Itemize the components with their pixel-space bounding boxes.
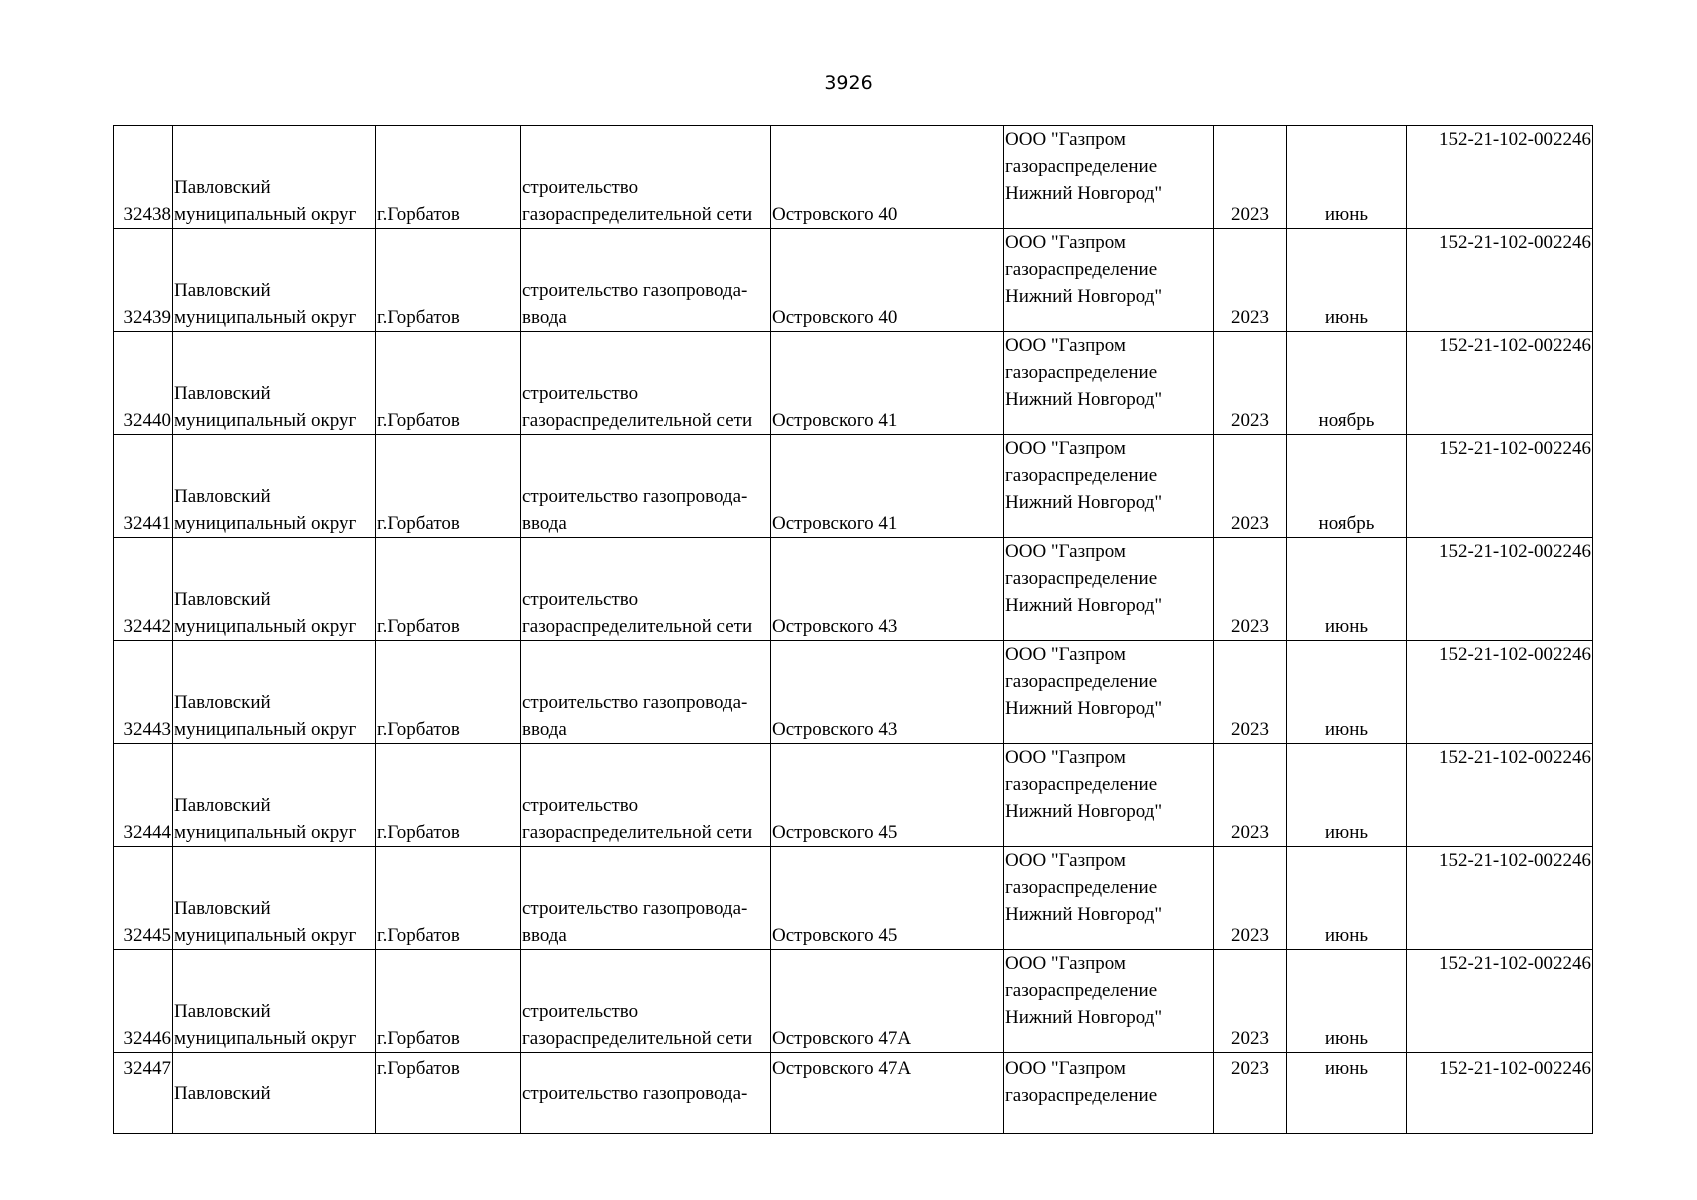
cell-work [521, 332, 771, 435]
cell-org-line: газораспределение [1005, 671, 1158, 692]
cell-muni-line: муниципальный округ [174, 925, 357, 946]
cell-year: 2023 [1214, 435, 1287, 538]
cell-work-line: строительство [522, 177, 639, 198]
cell-org-line: газораспределение [1005, 362, 1158, 383]
cell-num: 32438 [114, 126, 173, 229]
cell-num: 32444 [114, 744, 173, 847]
cell-town: г.Горбатов [376, 435, 521, 538]
cell-month: ноябрь [1287, 435, 1407, 538]
cell-muni-line: муниципальный округ [174, 513, 357, 534]
cell-work-line: газораспределительной сети [522, 204, 753, 225]
cell-month: июнь [1287, 229, 1407, 332]
cell-org [1004, 1053, 1214, 1134]
cell-month: июнь [1287, 1053, 1407, 1134]
cell-town: г.Горбатов [376, 641, 521, 744]
cell-month: июнь [1287, 641, 1407, 744]
cell-code: 152-21-102-002246 [1407, 744, 1593, 847]
cell-street: Островского 41 [771, 435, 1004, 538]
cell-muni-line: муниципальный округ [174, 1028, 357, 1049]
cell-org-line: Нижний Новгород" [1005, 286, 1163, 307]
cell-num: 32443 [114, 641, 173, 744]
cell-org-line: Нижний Новгород" [1005, 492, 1163, 513]
cell-town: г.Горбатов [376, 1053, 521, 1134]
cell-num: 32447 [114, 1053, 173, 1134]
cell-work [521, 847, 771, 950]
cell-muni-line: Павловский [174, 280, 271, 301]
cell-work [521, 126, 771, 229]
cell-town: г.Горбатов [376, 126, 521, 229]
cell-muni [173, 950, 376, 1053]
cell-num: 32440 [114, 332, 173, 435]
table-row [114, 1053, 1593, 1134]
cell-work [521, 641, 771, 744]
cell-year: 2023 [1214, 229, 1287, 332]
cell-org-line: газораспределение [1005, 980, 1158, 1001]
cell-code: 152-21-102-002246 [1407, 126, 1593, 229]
cell-year: 2023 [1214, 847, 1287, 950]
cell-town: г.Горбатов [376, 744, 521, 847]
cell-org-line: ООО "Газпром [1005, 850, 1126, 871]
cell-work-line: строительство газопровода- [522, 692, 748, 713]
table-row [114, 744, 1593, 847]
cell-org [1004, 332, 1214, 435]
cell-muni-line: Павловский [174, 486, 271, 507]
cell-street: Островского 45 [771, 744, 1004, 847]
cell-org-line: Нижний Новгород" [1005, 389, 1163, 410]
cell-year: 2023 [1214, 126, 1287, 229]
cell-work-line: строительство [522, 795, 639, 816]
cell-num: 32439 [114, 229, 173, 332]
cell-month: июнь [1287, 126, 1407, 229]
cell-work-line: газораспределительной сети [522, 822, 753, 843]
table-row [114, 435, 1593, 538]
cell-org [1004, 744, 1214, 847]
cell-muni-line: муниципальный округ [174, 307, 357, 328]
cell-org-line: газораспределение [1005, 259, 1158, 280]
cell-work-line: газораспределительной сети [522, 1028, 753, 1049]
cell-month: июнь [1287, 847, 1407, 950]
cell-org-line: газораспределение [1005, 774, 1158, 795]
cell-code: 152-21-102-002246 [1407, 229, 1593, 332]
cell-work [521, 538, 771, 641]
cell-muni-line: муниципальный округ [174, 822, 357, 843]
cell-muni-line: Павловский [174, 589, 271, 610]
cell-work [521, 1053, 771, 1134]
cell-town: г.Горбатов [376, 332, 521, 435]
cell-year: 2023 [1214, 1053, 1287, 1134]
cell-muni-line: Павловский [174, 383, 271, 404]
cell-org-line: ООО "Газпром [1005, 232, 1126, 253]
cell-org-line: Нижний Новгород" [1005, 1007, 1163, 1028]
cell-num: 32446 [114, 950, 173, 1053]
cell-org [1004, 538, 1214, 641]
cell-org [1004, 435, 1214, 538]
cell-org-line: газораспределение [1005, 568, 1158, 589]
cell-org-line: Нижний Новгород" [1005, 595, 1163, 616]
cell-org-line: газораспределение [1005, 465, 1158, 486]
cell-month: июнь [1287, 538, 1407, 641]
cell-muni-line: Павловский [174, 1001, 271, 1022]
cell-org-line: газораспределение [1005, 877, 1158, 898]
cell-muni-line: Павловский [174, 692, 271, 713]
cell-year: 2023 [1214, 950, 1287, 1053]
cell-work-line: строительство [522, 589, 639, 610]
cell-work-line: строительство газопровода- [522, 898, 748, 919]
cell-org-line: газораспределение [1005, 156, 1158, 177]
cell-street: Островского 40 [771, 229, 1004, 332]
cell-year: 2023 [1214, 641, 1287, 744]
cell-town: г.Горбатов [376, 847, 521, 950]
cell-muni [173, 1053, 376, 1134]
cell-work-line: ввода [522, 307, 567, 328]
cell-work [521, 435, 771, 538]
table-row [114, 126, 1593, 229]
cell-code: 152-21-102-002246 [1407, 435, 1593, 538]
cell-code: 152-21-102-002246 [1407, 641, 1593, 744]
cell-town: г.Горбатов [376, 950, 521, 1053]
cell-muni [173, 126, 376, 229]
cell-muni [173, 641, 376, 744]
cell-street: Островского 47А [771, 1053, 1004, 1134]
page-number: 3926 [824, 72, 873, 94]
cell-muni-line: муниципальный округ [174, 204, 357, 225]
cell-work-line: строительство газопровода- [522, 1083, 748, 1104]
cell-street: Островского 47А [771, 950, 1004, 1053]
table-row [114, 229, 1593, 332]
cell-work [521, 229, 771, 332]
table-row [114, 847, 1593, 950]
cell-work-line: строительство газопровода- [522, 486, 748, 507]
cell-org [1004, 847, 1214, 950]
cell-work-line: строительство [522, 1001, 639, 1022]
cell-org-line: Нижний Новгород" [1005, 801, 1163, 822]
cell-num: 32445 [114, 847, 173, 950]
cell-num: 32442 [114, 538, 173, 641]
cell-org [1004, 641, 1214, 744]
cell-code: 152-21-102-002246 [1407, 332, 1593, 435]
registry-table [113, 125, 1593, 1134]
cell-work-line: ввода [522, 513, 567, 534]
cell-muni-line: муниципальный округ [174, 719, 357, 740]
cell-code: 152-21-102-002246 [1407, 847, 1593, 950]
cell-code: 152-21-102-002246 [1407, 1053, 1593, 1134]
cell-org-line: газораспределение [1005, 1085, 1158, 1106]
cell-org [1004, 950, 1214, 1053]
cell-year: 2023 [1214, 538, 1287, 641]
cell-muni-line: муниципальный округ [174, 616, 357, 637]
cell-org-line: ООО "Газпром [1005, 438, 1126, 459]
table-row [114, 332, 1593, 435]
cell-org-line: ООО "Газпром [1005, 644, 1126, 665]
cell-muni [173, 538, 376, 641]
cell-work-line: газораспределительной сети [522, 410, 753, 431]
cell-street: Островского 41 [771, 332, 1004, 435]
cell-muni-line: Павловский [174, 795, 271, 816]
cell-month: ноябрь [1287, 332, 1407, 435]
cell-org-line: ООО "Газпром [1005, 335, 1126, 356]
cell-work-line: строительство [522, 383, 639, 404]
cell-street: Островского 43 [771, 538, 1004, 641]
cell-code: 152-21-102-002246 [1407, 538, 1593, 641]
cell-org-line: ООО "Газпром [1005, 747, 1126, 768]
table-row [114, 538, 1593, 641]
cell-town: г.Горбатов [376, 229, 521, 332]
cell-muni [173, 847, 376, 950]
cell-month: июнь [1287, 950, 1407, 1053]
cell-org [1004, 126, 1214, 229]
table-row [114, 950, 1593, 1053]
table-row [114, 641, 1593, 744]
cell-org-line: Нижний Новгород" [1005, 698, 1163, 719]
cell-street: Островского 45 [771, 847, 1004, 950]
cell-work-line: ввода [522, 925, 567, 946]
cell-year: 2023 [1214, 332, 1287, 435]
cell-muni-line: муниципальный округ [174, 410, 357, 431]
cell-muni [173, 229, 376, 332]
cell-work-line: ввода [522, 719, 567, 740]
cell-work [521, 950, 771, 1053]
cell-org-line: ООО "Газпром [1005, 1058, 1126, 1079]
cell-code: 152-21-102-002246 [1407, 950, 1593, 1053]
cell-muni-line: Павловский [174, 898, 271, 919]
cell-org-line: ООО "Газпром [1005, 953, 1126, 974]
cell-town: г.Горбатов [376, 538, 521, 641]
cell-work-line: строительство газопровода- [522, 280, 748, 301]
cell-muni [173, 435, 376, 538]
cell-work-line: газораспределительной сети [522, 616, 753, 637]
cell-org-line: Нижний Новгород" [1005, 904, 1163, 925]
cell-muni-line: Павловский [174, 1083, 271, 1104]
cell-work [521, 744, 771, 847]
cell-month: июнь [1287, 744, 1407, 847]
cell-street: Островского 40 [771, 126, 1004, 229]
cell-org-line: ООО "Газпром [1005, 129, 1126, 150]
cell-street: Островского 43 [771, 641, 1004, 744]
cell-num: 32441 [114, 435, 173, 538]
cell-muni [173, 744, 376, 847]
cell-org-line: Нижний Новгород" [1005, 183, 1163, 204]
cell-org-line: ООО "Газпром [1005, 541, 1126, 562]
cell-year: 2023 [1214, 744, 1287, 847]
cell-muni [173, 332, 376, 435]
cell-org [1004, 229, 1214, 332]
cell-muni-line: Павловский [174, 177, 271, 198]
